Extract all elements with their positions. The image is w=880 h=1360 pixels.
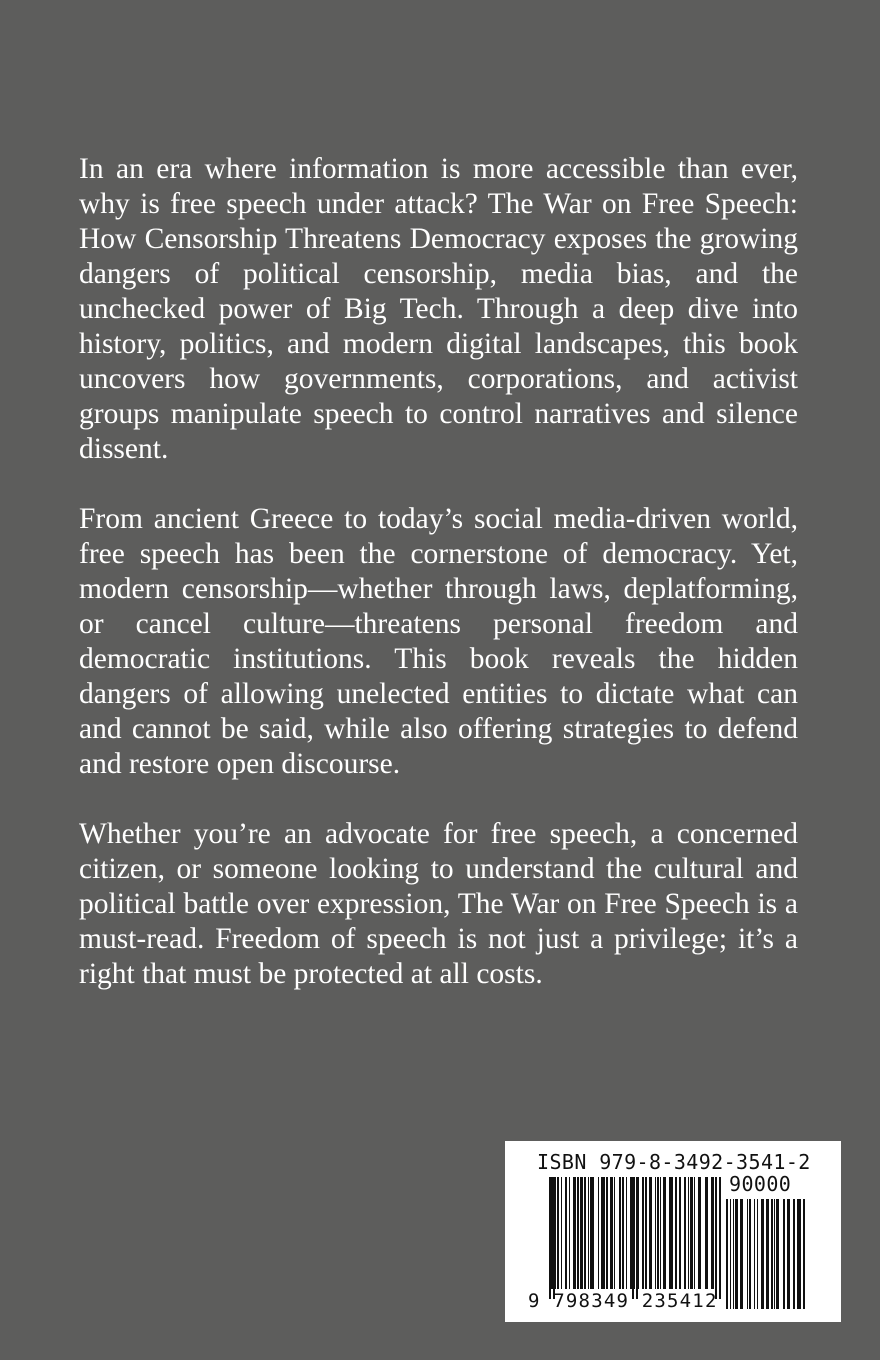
barcode-bar xyxy=(735,1199,738,1309)
barcode-bar xyxy=(619,1177,621,1289)
barcode-bar xyxy=(749,1199,751,1309)
barcode-bar xyxy=(698,1177,701,1289)
barcode-bar xyxy=(740,1199,743,1309)
barcode-bar xyxy=(679,1177,681,1289)
barcode-bar xyxy=(588,1177,589,1289)
barcode-bar xyxy=(803,1199,805,1309)
barcode-bar xyxy=(573,1177,576,1289)
price-code-label: 90000 xyxy=(729,1172,792,1196)
barcode-bar xyxy=(649,1177,652,1289)
barcode-bar xyxy=(663,1177,666,1289)
barcode-bar xyxy=(645,1177,647,1289)
barcode-guard-bar xyxy=(715,1177,717,1299)
book-blurb xyxy=(79,152,798,1027)
blurb-paragraph-1: In an era where information is more accessible than ever, why is free speech under attack? The War on Free Speech: How Censorship Threatens Democracy exposes the growing dangers of political censorship, media bias, and the unchecked power of Big Tech. Through a deep dive into history, politics, and modern digital landscapes, this book uncovers how governments, corporations, and activist groups manipulate speech to control narratives and silence dissent. xyxy=(79,153,798,465)
barcode-bar xyxy=(776,1199,779,1309)
barcode-guard-bar xyxy=(632,1177,634,1299)
barcode-bar xyxy=(694,1177,695,1289)
barcode-bar xyxy=(584,1177,586,1289)
barcode-bar xyxy=(626,1177,627,1289)
isbn-label: ISBN 979-8-3492-3541-2 xyxy=(537,1150,811,1174)
barcode-bar xyxy=(569,1177,570,1289)
barcode-guard-bar xyxy=(636,1177,638,1299)
barcode-bar xyxy=(590,1177,594,1289)
barcode-bar xyxy=(690,1177,693,1289)
barcode-bar xyxy=(630,1177,632,1289)
barcode-bar xyxy=(705,1177,708,1289)
barcode-bar xyxy=(711,1177,714,1289)
barcode-bar xyxy=(577,1177,579,1289)
barcode-bar xyxy=(761,1199,764,1309)
barcode-bar xyxy=(783,1199,785,1309)
barcode-bar xyxy=(555,1177,556,1289)
barcode-bar xyxy=(787,1199,790,1309)
barcode-bar xyxy=(771,1199,773,1309)
barcode-guard-bar xyxy=(553,1177,555,1299)
barcode-bar xyxy=(757,1199,758,1309)
ean-digits-label: 9 798349 235412 xyxy=(528,1290,718,1312)
barcode-bar xyxy=(657,1177,659,1289)
barcode-bar xyxy=(565,1177,567,1289)
barcode-guard-bar xyxy=(719,1177,721,1299)
barcode-bar xyxy=(797,1199,801,1309)
barcode-bar xyxy=(622,1177,624,1289)
barcode-bar xyxy=(688,1177,689,1289)
blurb-paragraph-2: From ancient Greece to today’s social media-driven world, free speech has been the cornerstone of democracy. Yet, modern censorship—whether through laws, deplatforming, or cancel culture—threatens personal freedom and democratic institutions. This book reveals the hidden dangers of allowing unelected entities to dictate what can and cannot be said, while also offering strategies to defend and restore open discourse. xyxy=(79,503,798,780)
barcode-bar xyxy=(675,1177,677,1289)
barcode-bar xyxy=(601,1177,605,1289)
barcode-bar xyxy=(660,1177,661,1289)
ean5-addon-barcode-icon xyxy=(726,1199,805,1309)
barcode-bar xyxy=(614,1177,615,1289)
barcode-bar xyxy=(766,1199,769,1309)
barcode-bar xyxy=(561,1177,562,1289)
barcode-bar xyxy=(580,1177,583,1289)
ean13-barcode-icon xyxy=(549,1177,721,1299)
barcode-bar xyxy=(638,1177,639,1289)
barcode-bar xyxy=(606,1177,608,1289)
barcode-bar xyxy=(733,1199,734,1309)
isbn-barcode-block xyxy=(505,1141,841,1322)
barcode-bar xyxy=(793,1199,795,1309)
barcode-bar xyxy=(642,1177,644,1289)
barcode-bar xyxy=(669,1177,673,1289)
barcode-guard-bar xyxy=(549,1177,551,1299)
barcode-bar xyxy=(598,1177,599,1289)
barcode-bar xyxy=(655,1177,656,1289)
barcode-bar xyxy=(730,1199,731,1309)
barcode-bar xyxy=(774,1199,775,1309)
barcode-bar xyxy=(551,1177,553,1289)
barcode-bar xyxy=(726,1199,728,1309)
blurb-paragraph-3: Whether you’re an advocate for free speech, a concerned citizen, or someone looking to understand the cultural and political battle over expression, The War on Free Speech is a must-read. Freedom of speech is not just a privilege; it’s a right that must be protected at all costs. xyxy=(79,818,798,990)
barcode-bar xyxy=(557,1177,559,1289)
barcode-bar xyxy=(610,1177,613,1289)
barcode-bar xyxy=(754,1199,755,1309)
barcode-bar xyxy=(684,1177,686,1289)
barcode-bar xyxy=(634,1177,635,1289)
barcode-bar xyxy=(747,1199,748,1309)
